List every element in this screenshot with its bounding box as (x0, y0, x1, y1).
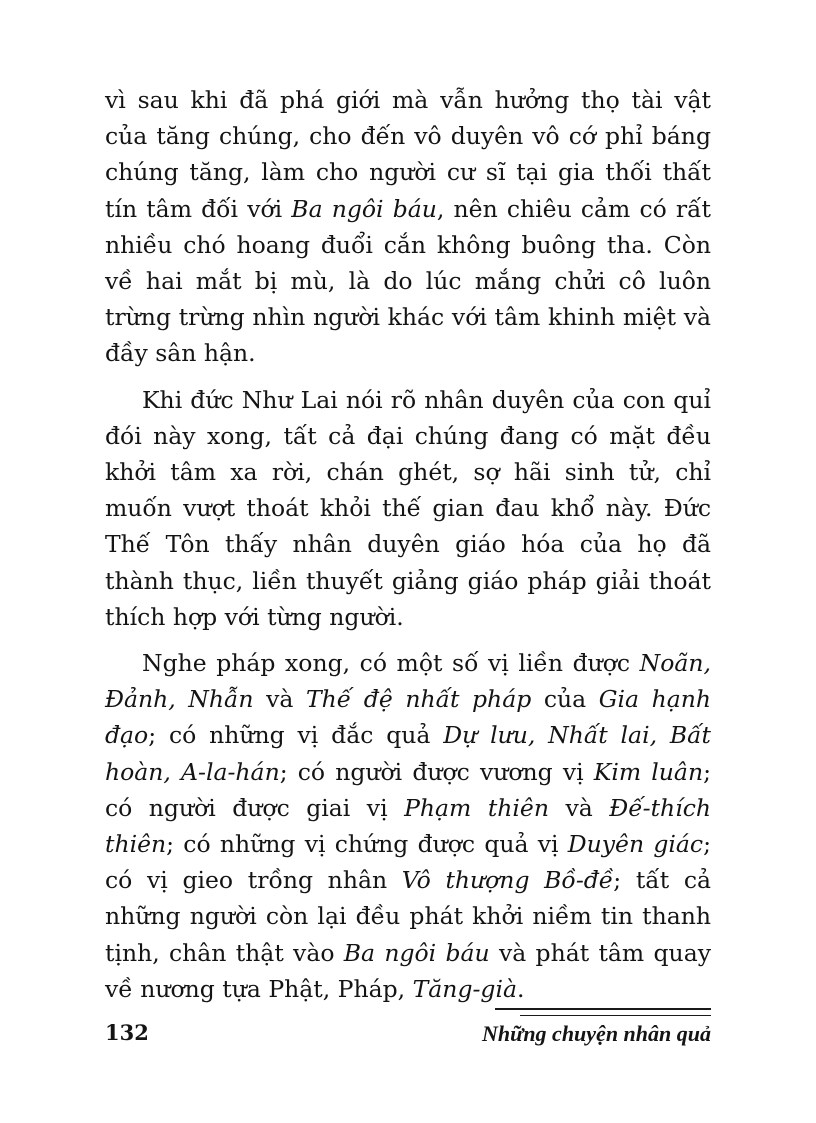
italic-term: Gia hạnh đạo (105, 685, 711, 750)
text-run: Khi đức Như Lai nói rõ nhân duyên của con quỉ đói này xong, tất cả đại chúng đang có mặt đều khởi tâm xa rời, chán ghét, sợ hãi sinh tử, chỉ muốn vượt thoát khỏi thế gian đau khổ này. Đức Thế Tôn thấy nhân duyên giáo hóa của họ đã thành thục, liền thuyết giảng giáo pháp giải thoát thích hợp với từng người. (105, 385, 711, 631)
footer-rule (495, 1008, 711, 1010)
text-run: ; tất cả những người còn lại đều phát khởi niềm tin thanh tịnh, chân thật vào (105, 866, 712, 967)
text-run: ; có người được giai vị (105, 757, 711, 822)
text-run: ; có người được vương vị (279, 757, 594, 786)
text-run: , nên chiêu cảm có rất nhiều chó hoang đuổi cắn không buông tha. Còn về hai mắt bị mù, là do lúc mắng chửi cô luôn trừng trừng nhìn người khác với tâm khinh miệt và đầy sân hận. (105, 194, 711, 368)
text-run: Nghe pháp xong, có một số vị liền được (142, 649, 640, 678)
text-run: ; có những vị chứng được quả vị (166, 830, 568, 859)
text-run: . (517, 974, 525, 1003)
italic-term: Duyên giác (567, 830, 704, 859)
italic-term: Thế đệ nhất pháp (305, 685, 532, 714)
italic-term: Noãn, Đảnh, Nhẫn (105, 649, 711, 714)
paragraph (105, 82, 711, 372)
body-text (105, 82, 711, 1007)
italic-term: Kim luân (593, 757, 704, 786)
text-run: của (531, 685, 599, 714)
italic-term: Đế-thích thiên (105, 793, 711, 859)
text-run: và phát tâm quay về nương tựa Phật, Pháp, (105, 938, 711, 1003)
text-run: vì sau khi đã phá giới mà vẫn hưởng thọ tài vật của tăng chúng, cho đến vô duyên vô cớ phỉ báng chúng tăng, làm cho người cư sĩ tại gia thối thất tín tâm đối với (105, 86, 711, 223)
paragraph (105, 382, 711, 635)
text-run: ; có vị gieo trồng nhân (105, 830, 711, 895)
paragraph (105, 645, 711, 1007)
text-run: ; có những vị đắc quả (148, 721, 444, 750)
text-run: và (253, 685, 306, 714)
italic-term: Vô thượng Bồ-đề (401, 866, 614, 895)
italic-term: Dự lưu, Nhất lai, Bất hoàn, A-la-hán (105, 721, 712, 786)
text-run: và (548, 793, 610, 822)
running-title: Những chuyện nhân quả (482, 1021, 711, 1046)
italic-term: Tăng-già (412, 974, 517, 1003)
italic-term: Ba ngôi báu (343, 938, 490, 967)
page-number: 132 (105, 1020, 149, 1045)
italic-term: Ba ngôi báu (291, 194, 437, 223)
italic-term: Phạm thiên (404, 793, 549, 822)
footer-rule (520, 1015, 711, 1016)
